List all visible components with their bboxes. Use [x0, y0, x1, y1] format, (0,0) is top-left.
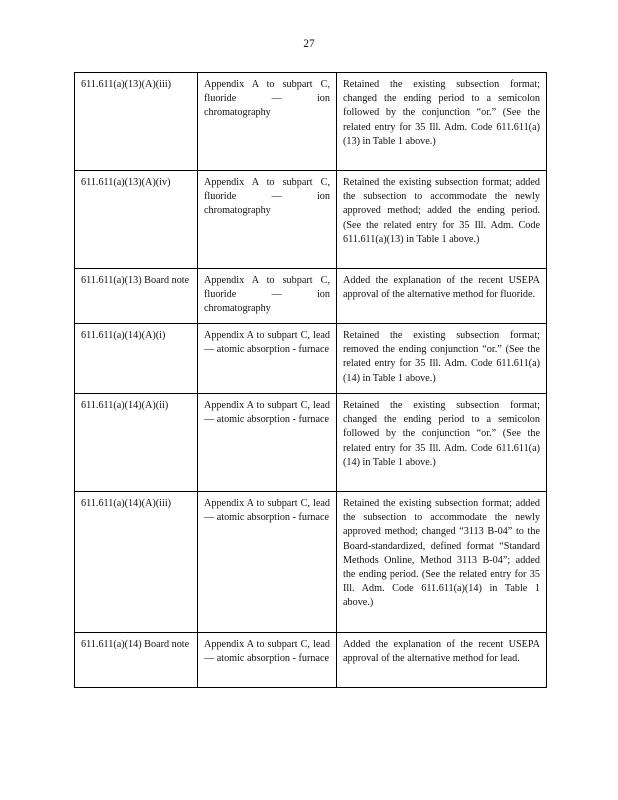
description-cell: Retained the existing subsection format; added the subsection to accommodate the newly approved method; added the ending period. (See the related entry for 35 Ill. Adm. Code 611.611(a)(13) in Table 1 above.) — [337, 171, 547, 269]
section-cell: 611.611(a)(13) Board note — [75, 269, 198, 324]
amendments-table — [74, 72, 547, 688]
section-cell: 611.611(a)(14)(A)(i) — [75, 324, 198, 394]
location-cell: Appendix A to subpart C, fluoride — ion chromatography — [198, 171, 337, 269]
location-cell: Appendix A to subpart C, lead — atomic absorption - furnace — [198, 492, 337, 633]
table-row — [75, 269, 547, 324]
table-row — [75, 73, 547, 171]
section-cell: 611.611(a)(14)(A)(ii) — [75, 394, 198, 492]
description-cell: Retained the existing subsection format; changed the ending period to a semicolon followed by the conjunction “or.” (See the related entry for 35 Ill. Adm. Code 611.611(a)(14) in Table 1 above.) — [337, 394, 547, 492]
location-cell: Appendix A to subpart C, fluoride — ion chromatography — [198, 73, 337, 171]
location-cell: Appendix A to subpart C, lead — atomic absorption - furnace — [198, 633, 337, 688]
section-cell: 611.611(a)(13)(A)(iv) — [75, 171, 198, 269]
section-cell: 611.611(a)(13)(A)(iii) — [75, 73, 198, 171]
location-cell: Appendix A to subpart C, lead — atomic absorption - furnace — [198, 324, 337, 394]
table-row — [75, 492, 547, 633]
table-row — [75, 171, 547, 269]
description-cell: Retained the existing subsection format; removed the ending conjunction “or.” (See the related entry for 35 Ill. Adm. Code 611.611(a)(14) in Table 1 above.) — [337, 324, 547, 394]
description-cell: Added the explanation of the recent USEPA approval of the alternative method for lead. — [337, 633, 547, 688]
table-row — [75, 394, 547, 492]
section-cell: 611.611(a)(14) Board note — [75, 633, 198, 688]
table-row — [75, 324, 547, 394]
description-cell: Retained the existing subsection format; changed the ending period to a semicolon followed by the conjunction “or.” (See the related entry for 35 Ill. Adm. Code 611.611(a)(13) in Table 1 above.) — [337, 73, 547, 171]
table-row — [75, 633, 547, 688]
location-cell: Appendix A to subpart C, lead — atomic absorption - furnace — [198, 394, 337, 492]
location-cell: Appendix A to subpart C, fluoride — ion chromatography — [198, 269, 337, 324]
description-cell: Retained the existing subsection format; added the subsection to accommodate the newly approved method; changed “3113 B-04” to the Board-standardized, defined format “Standard Methods Online, Method 3113 B-04”; added the ending period. (See the related entry for 35 Ill. Adm. Code 611.611(a)(14) in Table 1 above.) — [337, 492, 547, 633]
section-cell: 611.611(a)(14)(A)(iii) — [75, 492, 198, 633]
page-number: 27 — [303, 38, 315, 50]
description-cell: Added the explanation of the recent USEPA approval of the alternative method for fluoride. — [337, 269, 547, 324]
